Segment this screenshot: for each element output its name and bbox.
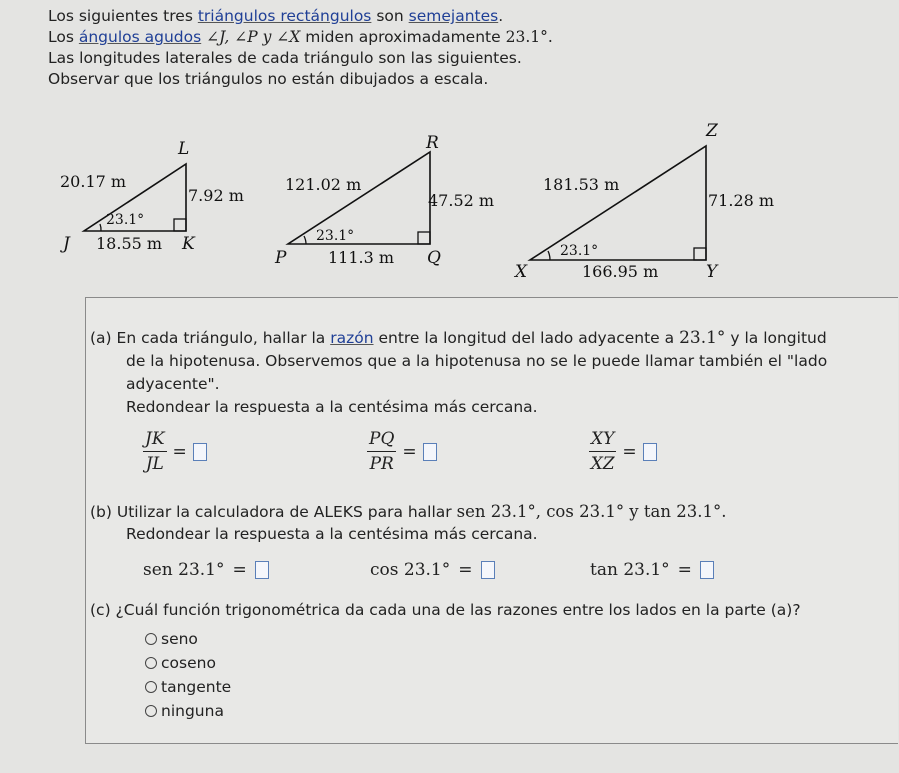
- angle-arc: [548, 251, 550, 260]
- answer-input-xy-xz[interactable]: [643, 443, 657, 461]
- equals-sign: =: [402, 441, 417, 462]
- denominator: PR: [369, 454, 394, 474]
- vertex-l: L: [178, 139, 190, 159]
- triangle-pqr-shape: [288, 152, 430, 244]
- hypotenuse-label: 20.17 m: [60, 172, 127, 191]
- opposite-label: 71.28 m: [708, 191, 775, 210]
- fraction: [367, 429, 396, 474]
- part-a-text: (a) En cada triángulo, hallar la: [90, 329, 331, 347]
- triangle-jkl: [60, 139, 244, 254]
- intro-text: Los siguientes tres: [48, 7, 198, 25]
- vertex-q: Q: [427, 248, 441, 268]
- part-a-text: y la longitud: [725, 329, 827, 347]
- tan-equation: [590, 560, 714, 580]
- option-label: tangente: [161, 678, 232, 696]
- part-a-line-1: [90, 327, 827, 350]
- part-a-line-3: adyacente".: [126, 375, 220, 393]
- option-label: ninguna: [161, 702, 224, 720]
- intro-line-4: Observar que los triángulos no están dibujados a escala.: [48, 70, 489, 88]
- angle-label: 23.1°: [560, 243, 599, 259]
- triangle-xyz: [513, 121, 774, 282]
- equals-sign: =: [677, 560, 692, 580]
- link-semejantes[interactable]: semejantes: [408, 7, 499, 25]
- cos-equation: [370, 560, 495, 580]
- adjacent-label: 18.55 m: [96, 234, 163, 253]
- triangle-xyz-shape: [530, 146, 706, 260]
- hypotenuse-label: 121.02 m: [285, 175, 362, 194]
- part-a-text: entre la longitud del lado adyacente a: [373, 329, 680, 347]
- angle-arc: [304, 236, 306, 244]
- fraction-jk-jl: [143, 429, 207, 474]
- fraction: [589, 429, 616, 474]
- fraction: [143, 429, 167, 474]
- vertex-z: Z: [706, 121, 718, 141]
- intro-text: .: [498, 7, 504, 25]
- tan-label: tan 23.1°: [590, 560, 670, 580]
- numerator: PQ: [367, 429, 396, 452]
- angle-arc: [100, 224, 101, 231]
- right-angle-marker: [694, 248, 706, 260]
- vertex-r: R: [426, 133, 439, 153]
- triangle-pqr: [274, 133, 494, 268]
- link-triangulos-rectangulos[interactable]: triángulos rectángulos: [197, 7, 372, 25]
- vertex-j: J: [63, 234, 70, 254]
- option-ninguna[interactable]: [145, 702, 224, 720]
- answer-input-tan[interactable]: [700, 561, 714, 579]
- numerator: JK: [143, 429, 167, 452]
- radio-button[interactable]: [145, 681, 157, 693]
- angle-value: 23.1°: [679, 328, 726, 348]
- triangles-figure: [0, 0, 899, 300]
- part-c-question: (c) ¿Cuál función trigonométrica da cada una de las razones entre los lados en la parte (a)?: [90, 601, 801, 619]
- option-label: seno: [161, 630, 198, 648]
- option-seno[interactable]: [145, 630, 198, 648]
- part-b-line-2: Redondear la respuesta a la centésima más cercana.: [126, 525, 538, 543]
- fraction-xy-xz: [589, 429, 657, 474]
- vertex-k: K: [182, 234, 195, 254]
- numerator: XY: [589, 429, 616, 452]
- link-razon[interactable]: razón: [330, 329, 374, 347]
- option-coseno[interactable]: [145, 654, 216, 672]
- right-angle-marker: [174, 219, 186, 231]
- opposite-label: 47.52 m: [428, 191, 495, 210]
- intro-text: miden aproximadamente: [305, 28, 506, 46]
- fraction-pq-pr: [367, 429, 437, 474]
- intro-line-3: Las longitudes laterales de cada triángulo son las siguientes.: [48, 49, 522, 67]
- hypotenuse-label: 181.53 m: [543, 175, 620, 194]
- equals-sign: =: [458, 560, 473, 580]
- option-tangente[interactable]: [145, 678, 231, 696]
- cos-label: cos 23.1°: [370, 560, 451, 580]
- intro-text: son: [371, 7, 409, 25]
- answer-input-jk-jl[interactable]: [193, 443, 207, 461]
- adjacent-label: 111.3 m: [328, 248, 395, 267]
- option-label: coseno: [161, 654, 216, 672]
- denominator: XZ: [590, 454, 615, 474]
- angle-value: 23.1°.: [505, 28, 553, 46]
- vertex-p: P: [275, 248, 287, 268]
- angle-label: 23.1°: [106, 212, 145, 228]
- link-angulos-agudos[interactable]: ángulos agudos: [78, 28, 202, 46]
- adjacent-label: 166.95 m: [582, 262, 659, 281]
- sen-label: sen 23.1°: [143, 560, 225, 580]
- vertex-y: Y: [706, 262, 718, 282]
- answer-input-pq-pr[interactable]: [423, 443, 437, 461]
- radio-button[interactable]: [145, 705, 157, 717]
- vertex-x: X: [515, 262, 528, 282]
- equals-sign: =: [172, 441, 187, 462]
- opposite-label: 7.92 m: [188, 186, 244, 205]
- angle-label: 23.1°: [316, 228, 355, 244]
- part-a-line-2: de la hipotenusa. Observemos que a la hipotenusa no se le puede llamar también el "lado: [126, 352, 828, 370]
- part-a-line-4: Redondear la respuesta a la centésima más cercana.: [126, 398, 538, 416]
- equals-sign: =: [622, 441, 637, 462]
- radio-button[interactable]: [145, 657, 157, 669]
- part-b-text: (b) Utilizar la calculadora de ALEKS para hallar: [90, 503, 457, 521]
- part-b-line-1: [90, 500, 726, 524]
- answer-input-sen[interactable]: [255, 561, 269, 579]
- intro-text: Los: [48, 28, 79, 46]
- right-angle-marker: [418, 232, 430, 244]
- denominator: JL: [145, 454, 164, 474]
- angle-names: ∠J, ∠P y ∠X: [201, 28, 306, 46]
- equals-sign: =: [232, 560, 247, 580]
- answer-input-cos[interactable]: [481, 561, 495, 579]
- radio-button[interactable]: [145, 633, 157, 645]
- trig-expression: sen 23.1°, cos 23.1° y tan 23.1°.: [456, 502, 727, 521]
- sen-equation: [143, 560, 269, 580]
